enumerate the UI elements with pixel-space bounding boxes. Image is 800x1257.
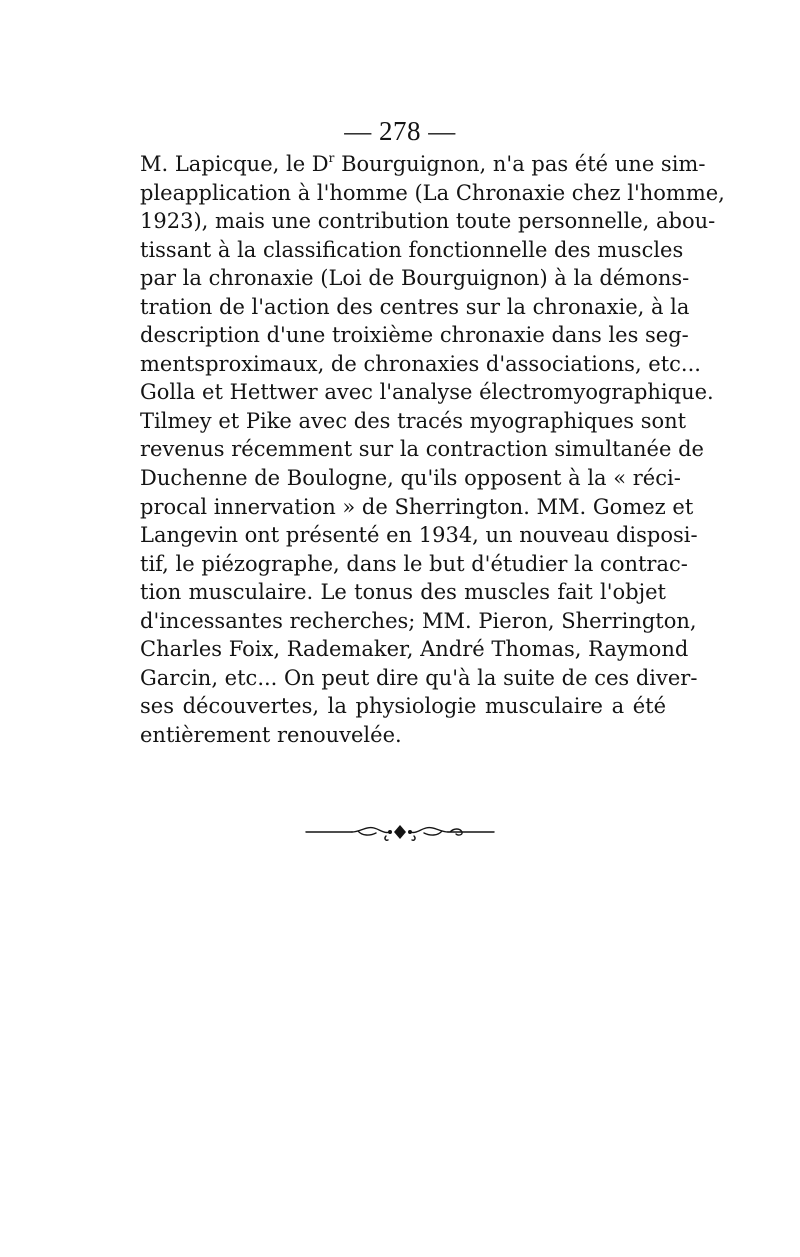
text-line: Langevin ont présenté en 1934, un nouveau disposi- xyxy=(140,523,698,548)
text-line: par la chronaxie (Loi de Bourguignon) à la démons- xyxy=(140,266,690,291)
page-number: — 278 — xyxy=(344,116,456,146)
text-line-last: entièrement renouvelée. xyxy=(140,722,402,747)
text-line: procal innervation » de Sherrington. MM. Gomez et xyxy=(140,494,694,519)
text-line: description d'une troixième chronaxie dans les seg- xyxy=(140,323,689,348)
text-line: tion musculaire. Le tonus des muscles fait l'objet xyxy=(140,580,666,605)
text-line: mentsproximaux, de chronaxies d'associations, etc... xyxy=(140,351,701,376)
text-line: tration de l'action des centres sur la chronaxie, à la xyxy=(140,294,690,319)
text-line: ses découvertes, la physiologie musculaire a été xyxy=(140,694,666,719)
text-line: pleapplication à l'homme (La Chronaxie chez l'homme, xyxy=(140,180,725,205)
text-line: 1923), mais une contribution toute personnelle, abou- xyxy=(140,209,716,234)
text-line: revenus récemment sur la contraction simultanée de xyxy=(140,437,704,462)
superscript-r: r xyxy=(328,151,335,165)
text-line: Tilmey et Pike avec des tracés myographiques sont xyxy=(140,408,687,433)
text-line: Duchenne de Boulogne, qu'ils opposent à la « réci- xyxy=(140,466,681,491)
text-line: tissant à la classification fonctionnelle des muscles xyxy=(140,237,684,262)
text-line: tif, le piézographe, dans le but d'étudier la contrac- xyxy=(140,551,688,576)
text-line: Golla et Hettwer avec l'analyse électromyographique. xyxy=(140,380,714,405)
body-paragraph xyxy=(140,150,725,749)
text-line: d'incessantes recherches; MM. Pieron, Sherrington, xyxy=(140,608,697,633)
text-line: Charles Foix, Rademaker, André Thomas, Raymond xyxy=(140,637,689,662)
text-line: M. Lapicque, le $D^r$ Bourguignon, n'a pas été une sim- xyxy=(140,151,706,176)
text-line: Garcin, etc... On peut dire qu'à la suite de ces diver- xyxy=(140,665,698,690)
tailpiece-ornament-icon xyxy=(300,814,500,848)
